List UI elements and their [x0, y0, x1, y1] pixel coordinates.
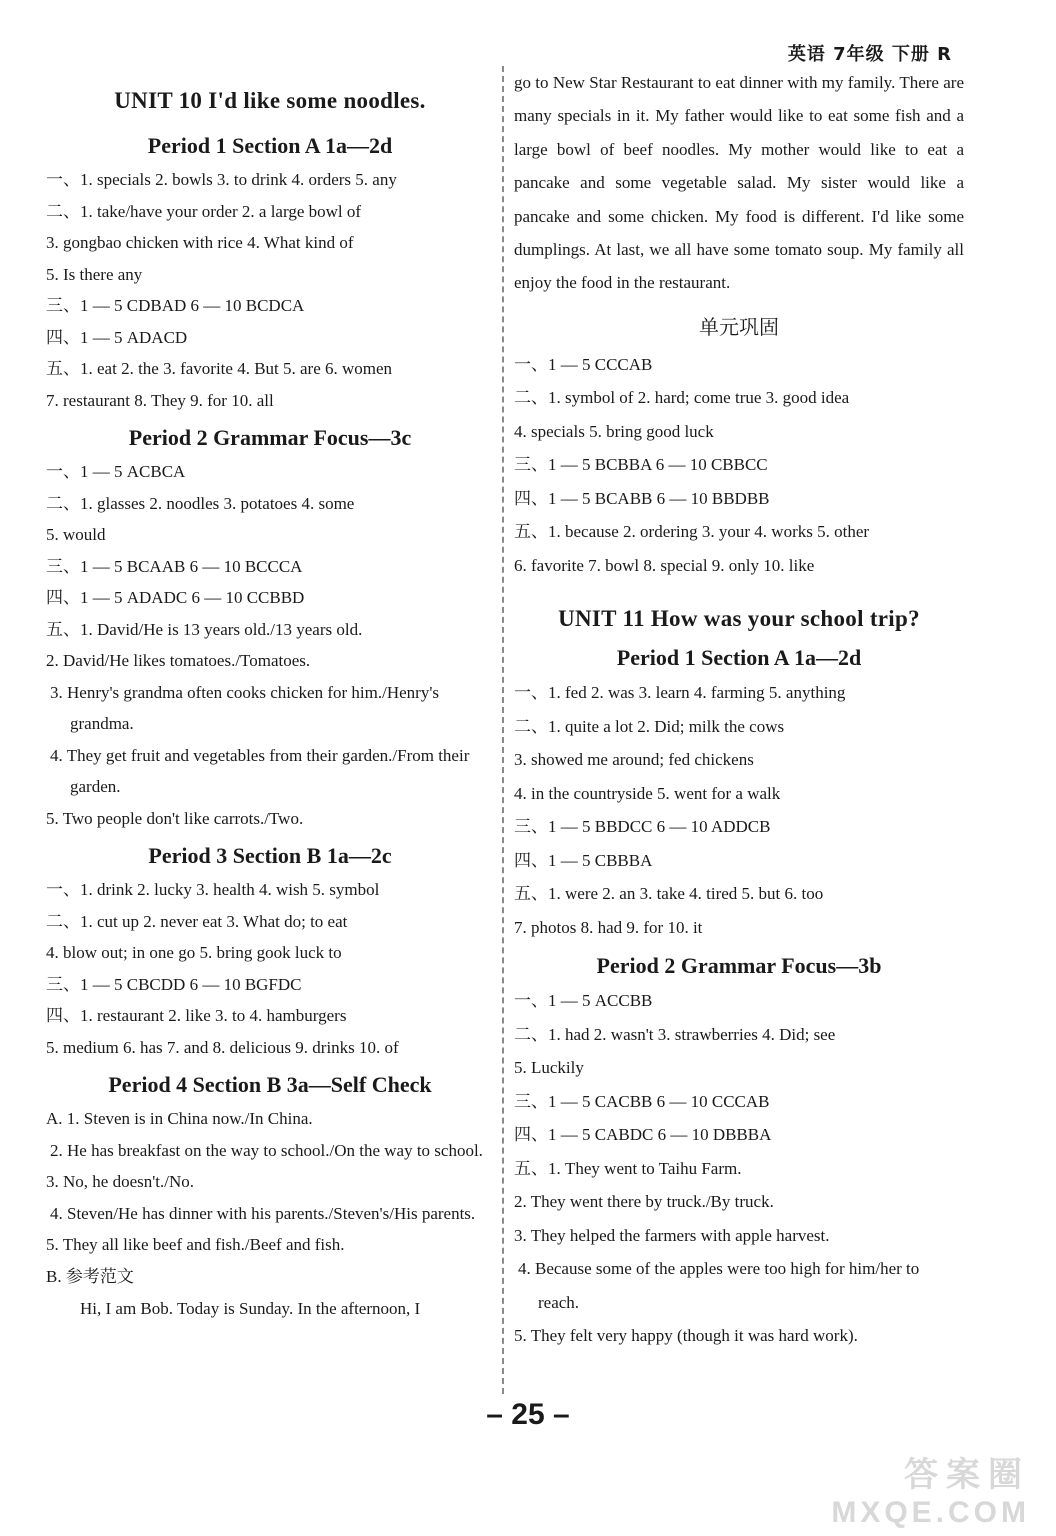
answer-line: 四、1 — 5 BCABB 6 — 10 BBDBB	[514, 488, 770, 508]
answer-line: 2. They went there by truck./By truck.	[514, 1192, 774, 1212]
answer-line: 3. Henry's grandma often cooks chicken for him./Henry's grandma.	[50, 682, 439, 733]
answer-line: 五、1. They went to Taihu Farm.	[514, 1158, 742, 1178]
answer-line: 5. Is there any	[46, 264, 143, 284]
unit-review-answers	[514, 348, 964, 583]
answer-line: 一、1 — 5 ACCBB	[514, 991, 653, 1011]
unit-review-title: 单元巩固	[699, 314, 779, 339]
answer-line: 3. showed me around; fed chickens	[514, 750, 754, 770]
answer-line: 二、1. symbol of 2. hard; come true 3. good idea	[514, 388, 850, 408]
left-column	[46, 68, 494, 1325]
answer-line: 一、1 — 5 ACBCA	[46, 462, 186, 481]
answer-line: 二、1. quite a lot 2. Did; milk the cows	[514, 716, 785, 736]
answer-line: 四、1 — 5 ADACD	[46, 327, 188, 347]
answer-line: 二、1. take/have your order 2. a large bowl of	[46, 201, 362, 221]
watermark-text-bottom: MXQE.COM	[831, 1496, 1030, 1529]
u11-period1-title: Period 1 Section A 1a—2d	[616, 645, 862, 671]
answer-line: 4. in the countryside 5. went for a walk	[514, 783, 781, 803]
answer-line: 2. David/He likes tomatoes./Tomatoes.	[46, 651, 311, 670]
answer-line: 一、1 — 5 CCCAB	[514, 354, 653, 374]
answer-line: 5. They all like beef and fish./Beef and fish.	[46, 1235, 345, 1254]
answer-line: 4. Because some of the apples were too high for him/her to reach.	[518, 1259, 920, 1312]
answer-line: 三、1 — 5 CDBAD 6 — 10 BCDCA	[46, 296, 305, 315]
answer-line: 3. No, he doesn't./No.	[46, 1172, 195, 1191]
page-header: 英语 7年级 下册 R	[787, 44, 952, 65]
sample-essay-label: B. 参考范文	[46, 1266, 134, 1286]
sample-essay-continued: go to New Star Restaurant to eat dinner with my family. There are many specials in it. My father would like to eat some fish and a large bowl of beef noodles. My mother would like to eat a pancake and some vegetable salad. My sister would like a pancake and some chicken. My food is different. I'd like some dumplings. At last, we all have some tomato soup. My family all enjoy the food in the restaurant.	[514, 73, 964, 293]
answer-line: 四、1 — 5 ADADC 6 — 10 CCBBD	[46, 588, 305, 607]
answer-line: 4. specials 5. bring good luck	[514, 421, 714, 441]
answer-line: 五、1. eat 2. the 3. favorite 4. But 5. are 6. women	[46, 359, 393, 378]
answer-line: 五、1. because 2. ordering 3. your 4. works 5. other	[514, 522, 870, 542]
u10-period3-answers	[46, 874, 494, 1063]
answer-line: 五、1. were 2. an 3. take 4. tired 5. but 6. too	[514, 884, 824, 904]
answer-line: 7. photos 8. had 9. for 10. it	[514, 917, 703, 937]
answer-line: 二、1. glasses 2. noodles 3. potatoes 4. some	[46, 493, 355, 513]
u11-period2-title: Period 2 Grammar Focus—3b	[596, 953, 882, 979]
answer-line: 三、1 — 5 BCBBA 6 — 10 CBBCC	[514, 455, 768, 475]
unit-11-title: UNIT 11 How was your school trip?	[558, 606, 920, 632]
answer-line: 7. restaurant 8. They 9. for 10. all	[46, 390, 274, 410]
page-number: – 25 –	[486, 1398, 570, 1431]
answer-line: 四、1. restaurant 2. like 3. to 4. hamburgers	[46, 1006, 347, 1025]
answer-line: 5. would	[46, 525, 106, 544]
watermark-logo	[831, 1447, 1030, 1530]
answer-line: 4. Steven/He has dinner with his parents./Steven's/His parents.	[50, 1203, 476, 1223]
sample-essay-start: Hi, I am Bob. Today is Sunday. In the afternoon, I	[80, 1299, 421, 1318]
u10-period1-answers	[46, 164, 494, 416]
right-column	[514, 66, 964, 1353]
answer-line: 一、1. specials 2. bowls 3. to drink 4. orders 5. any	[46, 170, 397, 189]
answer-line: 3. gongbao chicken with rice 4. What kind of	[46, 233, 354, 252]
answer-line: 三、1 — 5 CBCDD 6 — 10 BGFDC	[46, 974, 302, 994]
answer-line: 6. favorite 7. bowl 8. special 9. only 10. like	[514, 555, 815, 575]
u11-period1-answers	[514, 676, 964, 944]
u10-period4-title: Period 4 Section B 3a—Self Check	[108, 1072, 432, 1097]
answer-line: 二、1. cut up 2. never eat 3. What do; to eat	[46, 911, 348, 931]
answer-line: 四、1 — 5 CBBBA	[514, 850, 653, 870]
answer-line: 5. Two people don't like carrots./Two.	[46, 808, 304, 828]
answer-line: 一、1. drink 2. lucky 3. health 4. wish 5. symbol	[46, 880, 380, 899]
u11-period2-answers	[514, 984, 964, 1353]
answer-line: 一、1. fed 2. was 3. learn 4. farming 5. anything	[514, 683, 846, 703]
column-divider	[502, 66, 504, 1394]
watermark-text-top: 答案圈	[904, 1455, 1030, 1495]
unit-10-title: UNIT 10 I'd like some noodles.	[114, 88, 426, 113]
answer-line: 二、1. had 2. wasn't 3. strawberries 4. Did; see	[514, 1024, 836, 1044]
answer-line: 五、1. David/He is 13 years old./13 years old.	[46, 619, 363, 639]
answer-line: 5. They felt very happy (though it was hard work).	[514, 1326, 858, 1346]
answer-line: 四、1 — 5 CABDC 6 — 10 DBBBA	[514, 1125, 772, 1145]
answer-line: 4. They get fruit and vegetables from their garden./From their garden.	[50, 745, 470, 796]
answer-line: 3. They helped the farmers with apple harvest.	[514, 1225, 830, 1245]
answer-line: 4. blow out; in one go 5. bring gook luck to	[46, 943, 342, 962]
answer-line: 5. medium 6. has 7. and 8. delicious 9. drinks 10. of	[46, 1037, 399, 1057]
u10-period4-answers	[46, 1103, 494, 1325]
answer-line: 三、1 — 5 BCAAB 6 — 10 BCCCA	[46, 556, 303, 576]
answer-line: 三、1 — 5 CACBB 6 — 10 CCCAB	[514, 1091, 770, 1111]
answer-line: 三、1 — 5 BBDCC 6 — 10 ADDCB	[514, 817, 771, 837]
answer-line: A. 1. Steven is in China now./In China.	[46, 1109, 313, 1128]
u10-period3-title: Period 3 Section B 1a—2c	[148, 843, 392, 868]
answer-line: 5. Luckily	[514, 1058, 584, 1078]
answer-line: 2. He has breakfast on the way to school./On the way to school.	[50, 1140, 483, 1160]
u10-period2-title: Period 2 Grammar Focus—3c	[128, 425, 412, 450]
u10-period2-answers	[46, 456, 494, 834]
u10-period1-title: Period 1 Section A 1a—2d	[147, 133, 393, 158]
